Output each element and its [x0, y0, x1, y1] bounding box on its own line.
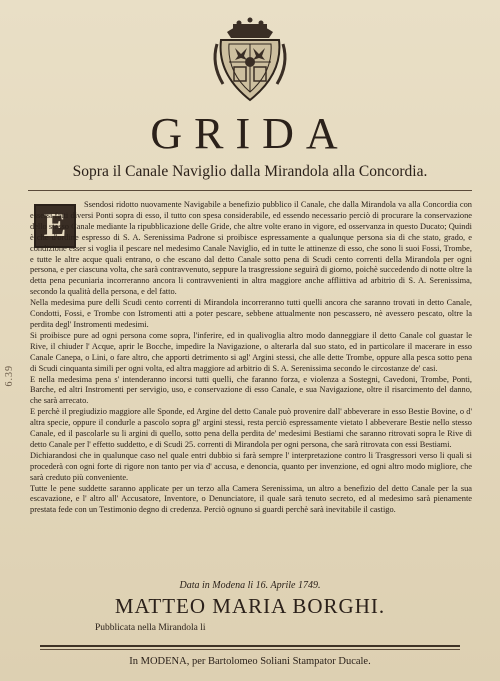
- publication-note: Pubblicata nella Mirandola li: [95, 623, 206, 633]
- paragraph-fishing-tools: Nella medesima pure delli Scudi cento correnti di Mirandola incorreranno tutti quelli ancora che saranno trovati in detto Canale, Condotti, Fossi, e Trombe con Istromenti atti a poter pescare, sebbene attualmente non pescassero, nè avessero pescato, oltre la perdita degl' Instromenti medesimi.: [30, 298, 472, 329]
- ducal-coat-of-arms: [207, 14, 293, 104]
- footer-divider-thick: [40, 645, 460, 647]
- header-divider: [28, 190, 472, 191]
- signatory-name: MATTEO MARIA BORGHI.: [114, 594, 386, 618]
- paragraph-violence-penalty: E nella medesima pena s' intenderanno incorsi tutti quelli, che faranno forza, e violenza a Sostegni, Cavedoni, Trombe, Ponti, Barche, ed altri Instromenti per servigio, uso, e conservazione di esso Canale, e sua Navigazione, oltre il risarcimento del danno, che sarà arrecato.: [30, 374, 472, 406]
- paragraph-livestock-ban: E perchè il pregiudizio maggiore alle Sponde, ed Argine del detto Canale può provenire dall' abbeverare in esso Bestie Bovine, o d' altra specie, oppure il condurle a pascolo sopra gl' argini stessi, resta perciò espressamente vietato l abbeverare Bestie nello stesso Canale, ed il pascolarle su li argini di quello, sotto pena della perdita de' medesimi Bestiami che saranno ritrovati sopra le Rive di detto Canale per l' effetto suddetto, e di Scudi 25. correnti di Mirandola per ogni persona, che sarà ritrovata con essi Bestiami.: [30, 407, 472, 449]
- decorated-initial: E: [34, 204, 76, 248]
- edict-title: GRIDA: [150, 109, 350, 158]
- edict-body: [30, 200, 472, 588]
- paragraph-interpretation: Dichiarandosi che in qualunque caso nel quale entri dubbio si farà sempre l' interpretazione contro li Trasgressori verso li quali si procederà con ogni forte di rigore non tanto per via d' accusa, e denoncia, quanto per invenzione, ed ogni altro modo migliore, che sarà creduto più conveniente.: [30, 450, 472, 482]
- paragraph-penalty-allocation: Tutte le pene suddette saranno applicate per un terzo alla Camera Serenissima, un altro a benefizio del detto Canale per la sua escavazione, e l' altro all' Accusatore, Inventore, o Denunciatore, il quale sarà tenuto secreto, ed al medesimo sarà pienamente prestata fede con un Testimonio degno di credenza. Perciò ognuno si guardi perchè sarà inevitabile il castigo.: [30, 483, 472, 515]
- margin-note: 6.39: [4, 365, 15, 387]
- issue-date: Data in Modena li 16. Aprile 1749.: [179, 580, 321, 591]
- edict-subtitle: Sopra il Canale Naviglio dalla Mirandola alla Concordia.: [72, 163, 428, 180]
- footer-divider-thin: [40, 649, 460, 650]
- printer-imprint: In MODENA, per Bartolomeo Soliani Stampator Ducale.: [129, 656, 371, 667]
- paragraph-fishing-ban: Ssendosi ridotto nuovamente Navigabile a benefizio pubblico il Canale, che dalla Mirandola va alla Concordia con essersi fatti diversi Ponti sopra di esso, il tutto con spesa considerabile, ed essendo necessario perciò di procurare la conservazione dello stesso Canale mediante la ripubblicazione delle Gride, che altre volte erano in vigore, ed osservanza in questo Ducato; Quindi è che d'ordine espresso di S. A. Serenissima Padrone si proibisce espressamente a qualunque persona sia di che stato, grado, e condizione esser si voglia il pescare nel medesimo Canale Naviglio, ed in tutte le attinenze di esso, che sono li suoi Fossi, Trombe, e tutte le altre acque quali entrano, o che escano dal detto Canale sotto pena di Scudi cento correnti della Mirandola per ogni persona, e per ciascuna volta, che sarà contravvenuto, seppure la trasgressione seguirà di giorno, poichè succedendo di notte oltre la detta pena pecuniaria incorreranno ancora li contravvenienti in altra maggiore anche afflittiva ad arbitrio di S. A. Serenissima, secondo la qualità della persona, e del fatto.: [30, 200, 472, 297]
- paragraph-damage-ban: Si proibisce pure ad ogni persona come sopra, l'inferire, ed in qualivoglia altro modo danneggiare il detto Canale col guastar le Rive, il chiuder l' Acque, aprir le Bocche, impedire la Navigazione, o alterarla dal suo stato, ed in particolare il macerare in esso Canale Canepa, o Lini, o fare altro, che apporti detrimento si agl' Argini stessi, che alle dette Trombe, oppure alla pesca sotto pena di Scudi cinquanta simili per ogni volta, ed altra maggiore ad arbitrio di S. A. Serenissima secondo le circostanze de' casi.: [30, 330, 472, 373]
